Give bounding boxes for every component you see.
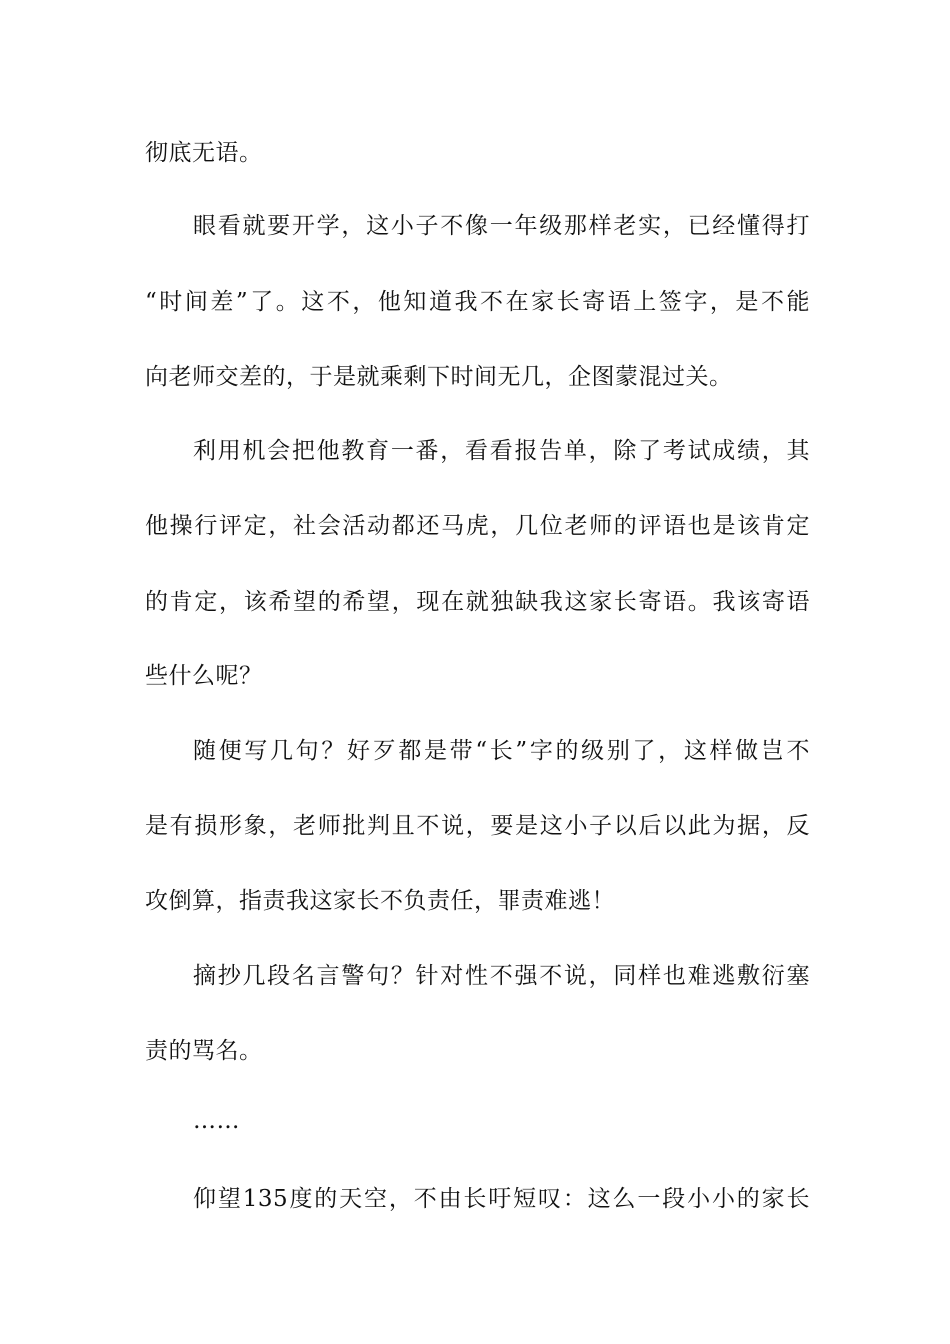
text-line: 随便写几句？好歹都是带“长”字的级别了，这样做岂不 [193, 738, 810, 764]
text-line: 摘抄几段名言警句？针对性不强不说，同样也难逃敷衍塞 [193, 963, 810, 989]
text-line: 些什么呢？ [145, 663, 263, 689]
text-line: 仰望135度的天空，不由长吁短叹：这么一段小小的家长 [193, 1186, 810, 1212]
text-line: “时间差”了。这不，他知道我不在家长寄语上签字，是不能 [145, 289, 810, 315]
text-line: 眼看就要开学，这小子不像一年级那样老实，已经懂得打 [193, 213, 810, 239]
ellipsis-line: …… [193, 1108, 240, 1134]
text-line: 利用机会把他教育一番，看看报告单，除了考试成绩，其 [193, 438, 810, 464]
text-line: 责的骂名。 [145, 1038, 263, 1064]
text-line: 向老师交差的，于是就乘剩下时间无几，企图蒙混过关。 [145, 364, 733, 390]
text-line: 的肯定，该希望的希望，现在就独缺我这家长寄语。我该寄语 [145, 589, 810, 615]
text-line: 是有损形象，老师批判且不说，要是这小子以后以此为据，反 [145, 813, 810, 839]
text-line: 彻底无语。 [145, 140, 263, 166]
text-line: 攻倒算，指责我这家长不负责任，罪责难逃！ [145, 888, 615, 914]
text-line: 他操行评定，社会活动都还马虎，几位老师的评语也是该肯定 [145, 513, 810, 539]
